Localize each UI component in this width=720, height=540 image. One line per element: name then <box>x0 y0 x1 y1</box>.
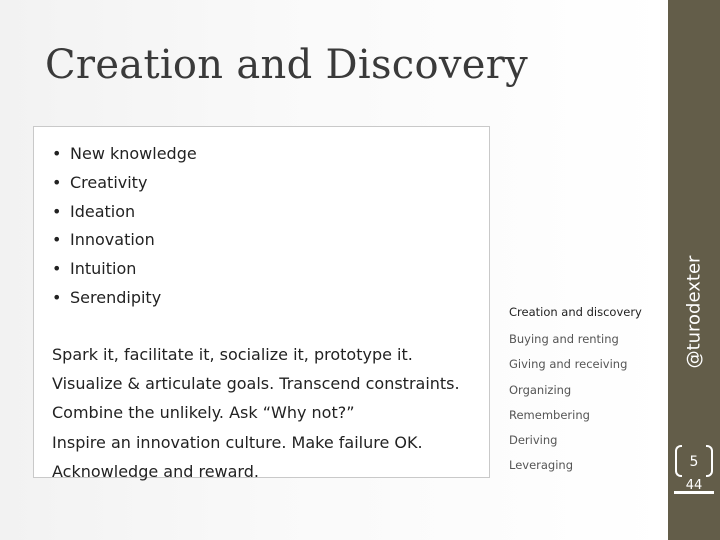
slide-number <box>671 445 717 479</box>
bullet-dot: • <box>52 172 62 192</box>
bullet-text: Creativity <box>70 172 148 192</box>
paragraph-line: Combine the unlikely. Ask “Why not?” <box>52 403 355 423</box>
bullet-dot: • <box>52 230 62 250</box>
bullet-item <box>52 169 197 198</box>
paragraph-line: Inspire an innovation culture. Make failure OK. <box>52 432 423 452</box>
bullet-dot: • <box>52 201 62 221</box>
side-list-item: Deriving <box>509 433 558 448</box>
right-bracket-icon <box>706 445 713 477</box>
bullet-item <box>52 255 197 284</box>
bullet-dot: • <box>52 144 62 163</box>
bullet-text: Intuition <box>70 259 137 279</box>
paragraph-line: Visualize & articulate goals. Transcend constraints. <box>52 374 460 394</box>
bullet-text: New knowledge <box>70 144 197 163</box>
page-number: 44 <box>685 478 703 493</box>
slide-title: Creation and Discovery <box>45 42 529 88</box>
bullet-text: Serendipity <box>70 287 162 307</box>
side-list-item: Buying and renting <box>509 332 619 346</box>
bullet-text: Innovation <box>70 230 155 250</box>
author-handle: @turodexter <box>683 255 705 369</box>
side-list-item: Giving and receiving <box>509 357 628 372</box>
bullet-item <box>52 198 197 227</box>
slide-number-text: 5 <box>689 454 699 470</box>
bullet-dot: • <box>52 287 62 307</box>
side-list-item: Organizing <box>509 382 572 397</box>
bullet-text: Ideation <box>70 201 136 221</box>
body-paragraph <box>52 340 460 486</box>
bullet-item <box>52 284 197 313</box>
bullet-item <box>52 226 197 255</box>
side-list-heading: Creation and discovery <box>509 305 642 319</box>
left-bracket-icon <box>675 445 682 477</box>
side-list-item: Leveraging <box>509 458 574 473</box>
bullet-list <box>52 140 197 313</box>
paragraph-line: Spark it, facilitate it, socialize it, prototype it. <box>52 345 413 364</box>
bullet-dot: • <box>52 259 62 279</box>
side-list-item: Remembering <box>509 407 590 422</box>
paragraph-line: Acknowledge and reward. <box>52 461 259 481</box>
side-list <box>509 327 627 479</box>
bullet-item <box>52 140 197 169</box>
